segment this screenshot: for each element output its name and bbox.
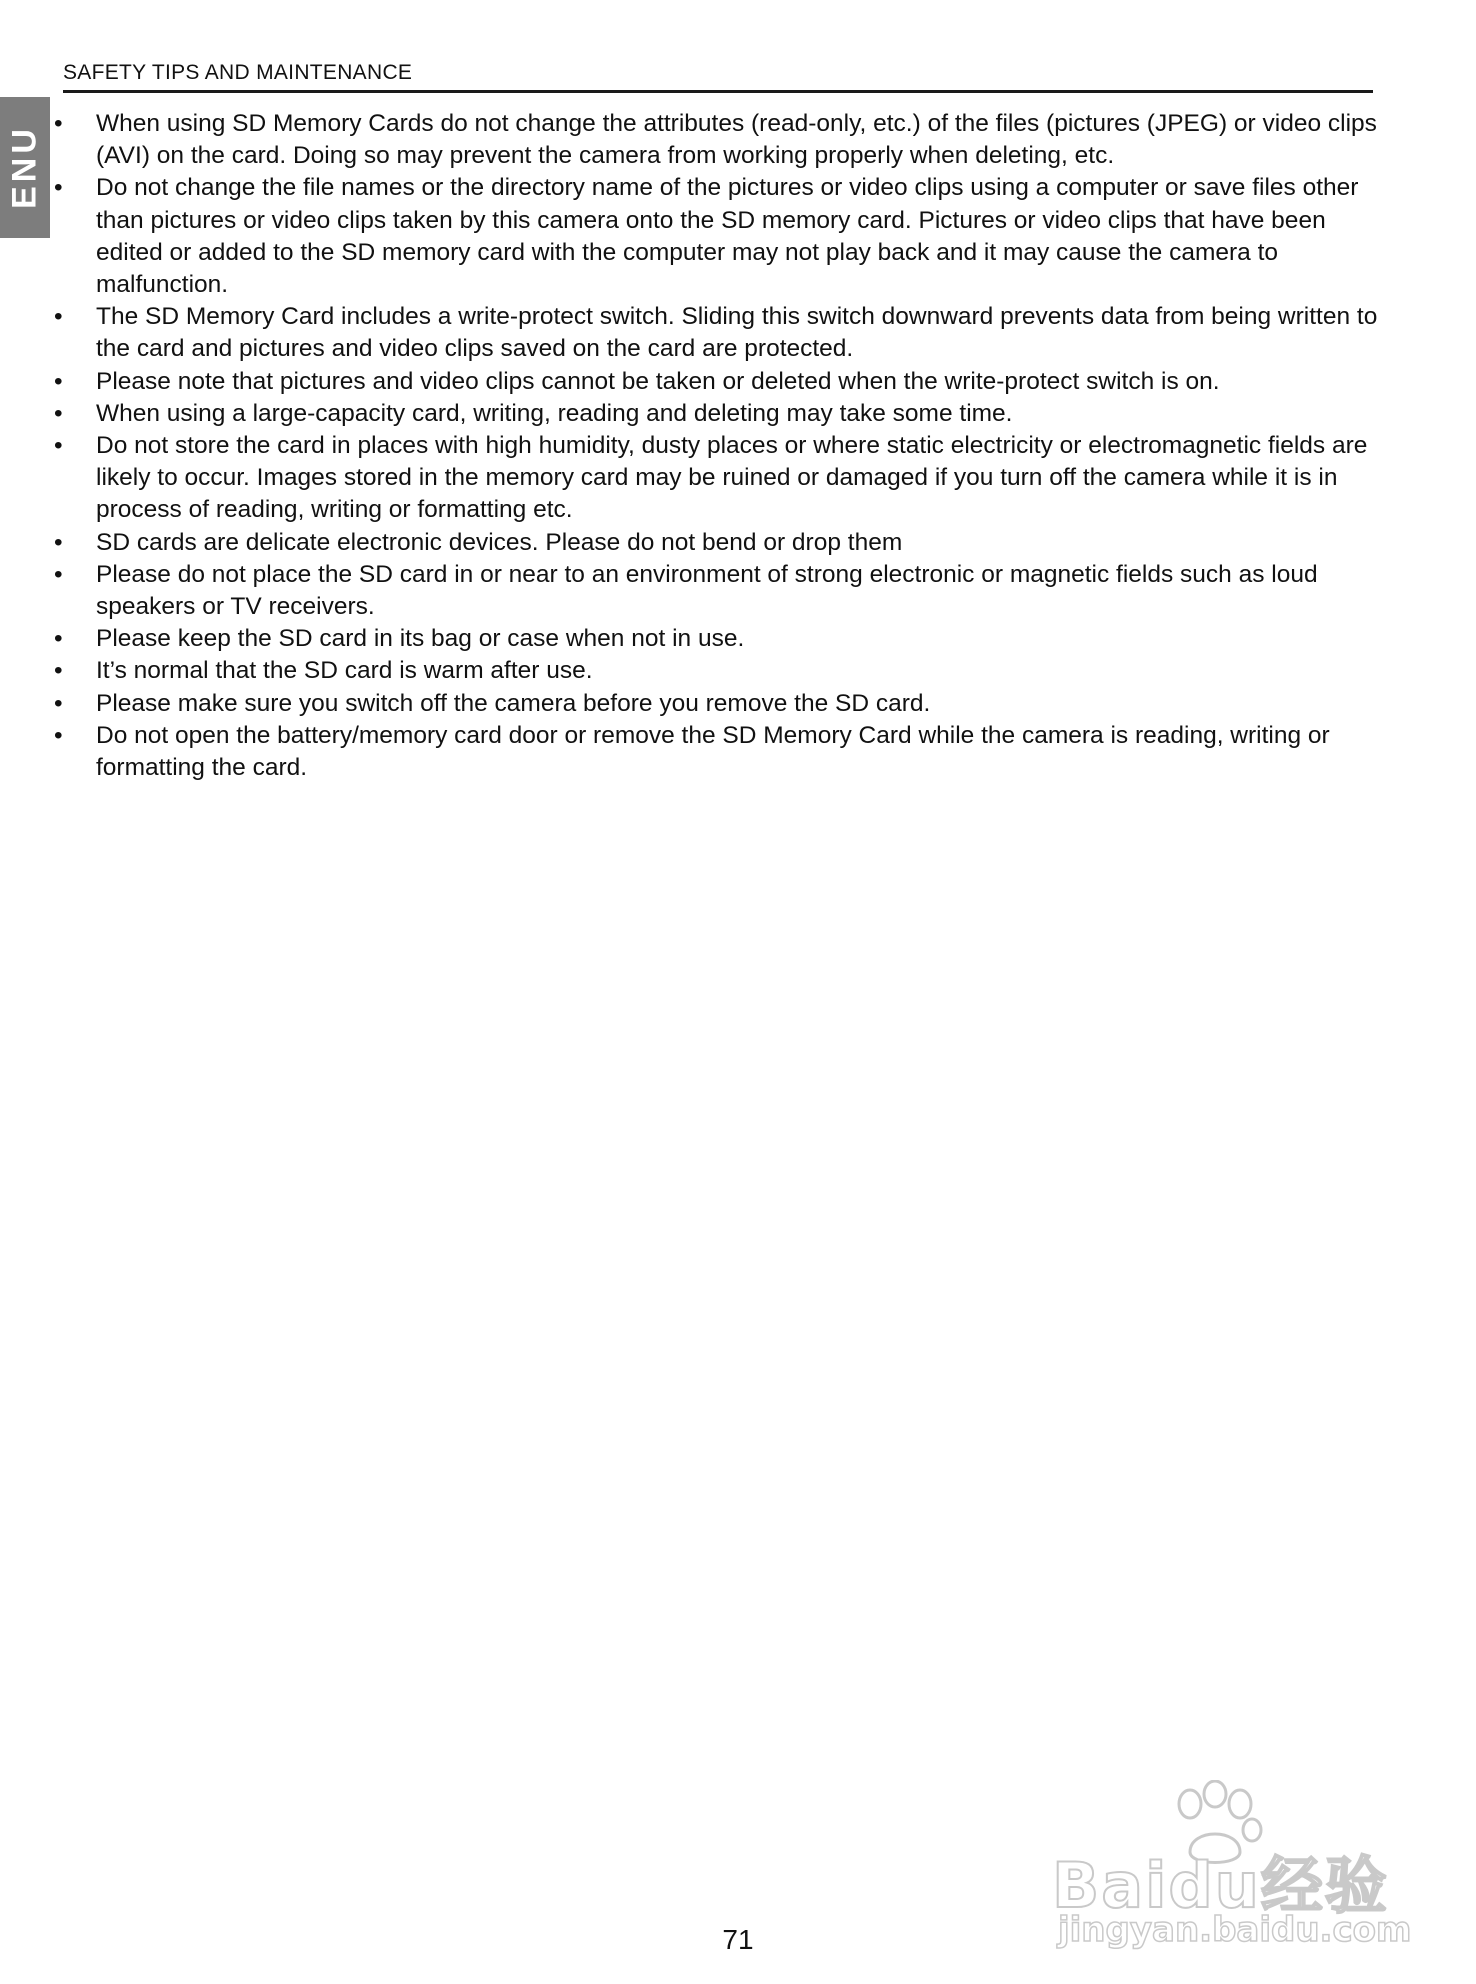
language-tab-label: ENU xyxy=(5,125,44,209)
list-item-text: Please do not place the SD card in or near to an environment of strong electronic or magnetic fields such as loud speakers or TV receivers. xyxy=(96,560,1318,621)
list-item xyxy=(54,366,1384,398)
section-title: SAFETY TIPS AND MAINTENANCE xyxy=(63,61,413,84)
list-item-text: Please make sure you switch off the camera before you remove the SD card. xyxy=(96,689,931,717)
list-item xyxy=(54,301,1384,365)
list-item xyxy=(54,527,1384,559)
bullet-icon: • xyxy=(54,303,63,331)
list-item-text: Do not change the file names or the directory name of the pictures or video clips using a computer or save files other than pictures or video clips taken by this camera onto the SD memory card. Pictures or video clips that have been edited or added to the SD memory card with the computer may not play back and it may cause the camera to malfunction. xyxy=(96,174,1359,299)
bullet-icon: • xyxy=(54,689,63,717)
list-item-text: When using SD Memory Cards do not change the attributes (read-only, etc.) of the files (pictures (JPEG) or video clips (AVI) on the card. Doing so may prevent the camera from working properly when deleting, etc. xyxy=(96,110,1377,170)
bullet-icon: • xyxy=(54,560,63,588)
list-item xyxy=(54,559,1384,623)
list-item xyxy=(54,398,1384,430)
watermark-url: jingyan.baidu.com xyxy=(1058,1910,1412,1950)
baidu-watermark xyxy=(1052,1780,1412,1950)
list-item xyxy=(54,688,1384,720)
bullet-icon: • xyxy=(54,625,63,653)
page-number: 71 xyxy=(722,1924,754,1955)
bullet-icon: • xyxy=(54,174,63,202)
list-item-text: SD cards are delicate electronic devices. Please do not bend or drop them xyxy=(96,528,903,556)
list-item-text: Do not open the battery/memory card door or remove the SD Memory Card while the camera is reading, writing or formatting the card. xyxy=(96,721,1330,782)
list-item xyxy=(54,108,1384,172)
safety-tips-list xyxy=(54,108,1384,784)
list-item xyxy=(54,430,1384,527)
list-item-text: It’s normal that the SD card is warm after use. xyxy=(96,657,593,685)
list-item xyxy=(54,655,1384,687)
bullet-icon: • xyxy=(54,432,63,460)
bullet-icon: • xyxy=(54,399,63,427)
list-item-text: The SD Memory Card includes a write-protect switch. Sliding this switch downward prevents data from being written to the card and pictures and video clips saved on the card are protected. xyxy=(96,303,1378,363)
list-item-text: Do not store the card in places with high humidity, dusty places or where static electricity or electromagnetic fields are likely to occur. Images stored in the memory card may be ruined or damaged if you turn off the camera while it is in process of reading, writing or formatting etc. xyxy=(96,432,1368,524)
list-item-text: Please note that pictures and video clips cannot be taken or deleted when the write-protect switch is on. xyxy=(96,367,1220,395)
list-item xyxy=(54,623,1384,655)
watermark-logo-text: Baidu经验 xyxy=(1052,1849,1389,1922)
list-item xyxy=(54,720,1384,784)
language-tab xyxy=(0,97,50,238)
bullet-icon: • xyxy=(54,721,63,749)
bullet-icon: • xyxy=(54,367,63,395)
bullet-icon: • xyxy=(54,110,63,137)
list-item-text: Please keep the SD card in its bag or case when not in use. xyxy=(96,625,745,653)
bullet-icon: • xyxy=(54,528,63,556)
list-item-text: When using a large-capacity card, writing, reading and deleting may take some time. xyxy=(96,399,1013,427)
list-item xyxy=(54,172,1384,301)
bullet-icon: • xyxy=(54,657,63,685)
page-header xyxy=(63,60,1373,93)
